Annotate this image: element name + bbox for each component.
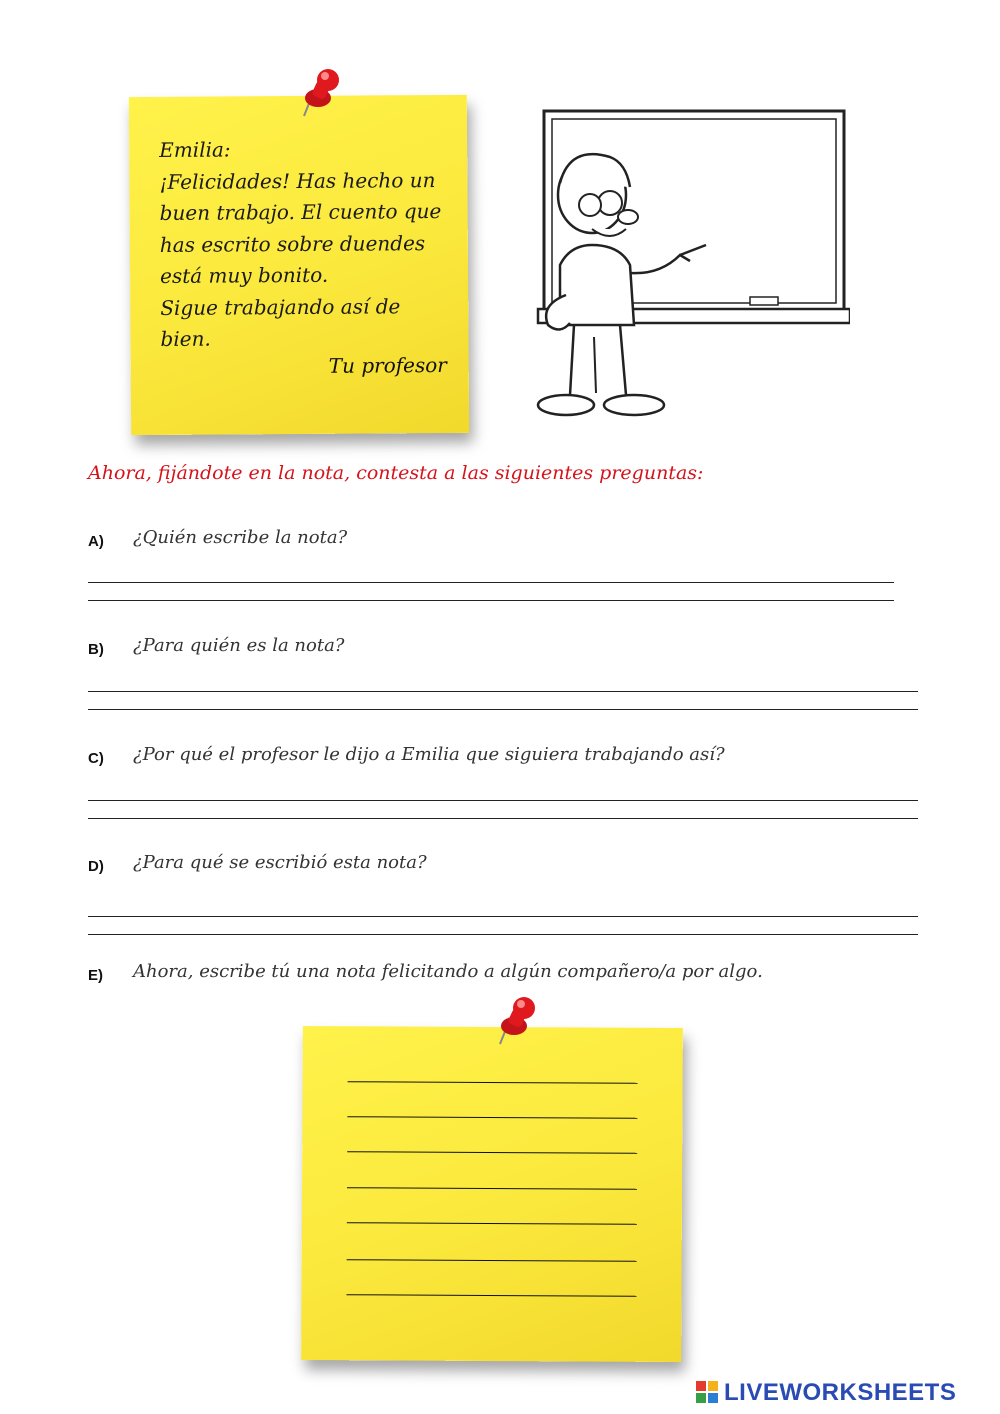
liveworksheets-logo-icon xyxy=(696,1381,720,1405)
answer-line[interactable] xyxy=(88,709,918,710)
note-message xyxy=(159,133,451,356)
question-text: ¿Para qué se escribió esta nota? xyxy=(133,852,427,873)
note-line: está muy bonito. xyxy=(159,262,329,288)
writing-line[interactable] xyxy=(347,1151,637,1154)
note-line: has escrito sobre duendes xyxy=(159,230,426,257)
pushpin-icon xyxy=(290,66,350,136)
sticky-note-message xyxy=(129,95,469,435)
answer-line[interactable] xyxy=(88,934,918,935)
instruction-heading: Ahora, fijándote en la nota, contesta a las siguientes preguntas: xyxy=(88,462,704,484)
writing-line[interactable] xyxy=(347,1187,637,1190)
teacher-illustration xyxy=(530,105,850,425)
liveworksheets-logo[interactable] xyxy=(696,1380,956,1406)
question-text: ¿Por qué el profesor le dijo a Emilia que siguiera trabajando así? xyxy=(133,744,725,765)
note-line: Emilia: xyxy=(159,137,231,162)
answer-line[interactable] xyxy=(88,600,894,601)
answer-line[interactable] xyxy=(88,818,918,819)
question-text: ¿Para quién es la nota? xyxy=(133,635,345,656)
answer-line[interactable] xyxy=(88,916,918,917)
writing-line[interactable] xyxy=(348,1081,638,1084)
note-line: ¡Felicidades! Has hecho un xyxy=(159,167,436,194)
writing-line[interactable] xyxy=(347,1222,637,1225)
sticky-note-writing xyxy=(301,1026,683,1362)
brand-name: LIVEWORKSHEETS xyxy=(724,1379,957,1406)
question-text: Ahora, escribe tú una nota felicitando a algún compañero/a por algo. xyxy=(133,961,763,982)
question-label: B) xyxy=(88,641,104,658)
pushpin-icon xyxy=(486,994,546,1064)
question-text: ¿Quién escribe la nota? xyxy=(133,527,348,548)
note-line: bien. xyxy=(160,326,211,351)
answer-line[interactable] xyxy=(88,800,918,801)
answer-line[interactable] xyxy=(88,582,894,583)
writing-line[interactable] xyxy=(346,1294,636,1297)
question-label: D) xyxy=(88,858,104,875)
writing-line[interactable] xyxy=(347,1259,637,1262)
note-line: Sigue trabajando así de xyxy=(160,293,401,320)
answer-line[interactable] xyxy=(88,691,918,692)
question-label: C) xyxy=(88,750,104,767)
question-label: E) xyxy=(88,967,103,984)
writing-line[interactable] xyxy=(347,1116,637,1119)
note-signature: Tu profesor xyxy=(328,352,447,378)
question-label: A) xyxy=(88,533,104,550)
note-line: buen trabajo. El cuento que xyxy=(159,199,442,225)
